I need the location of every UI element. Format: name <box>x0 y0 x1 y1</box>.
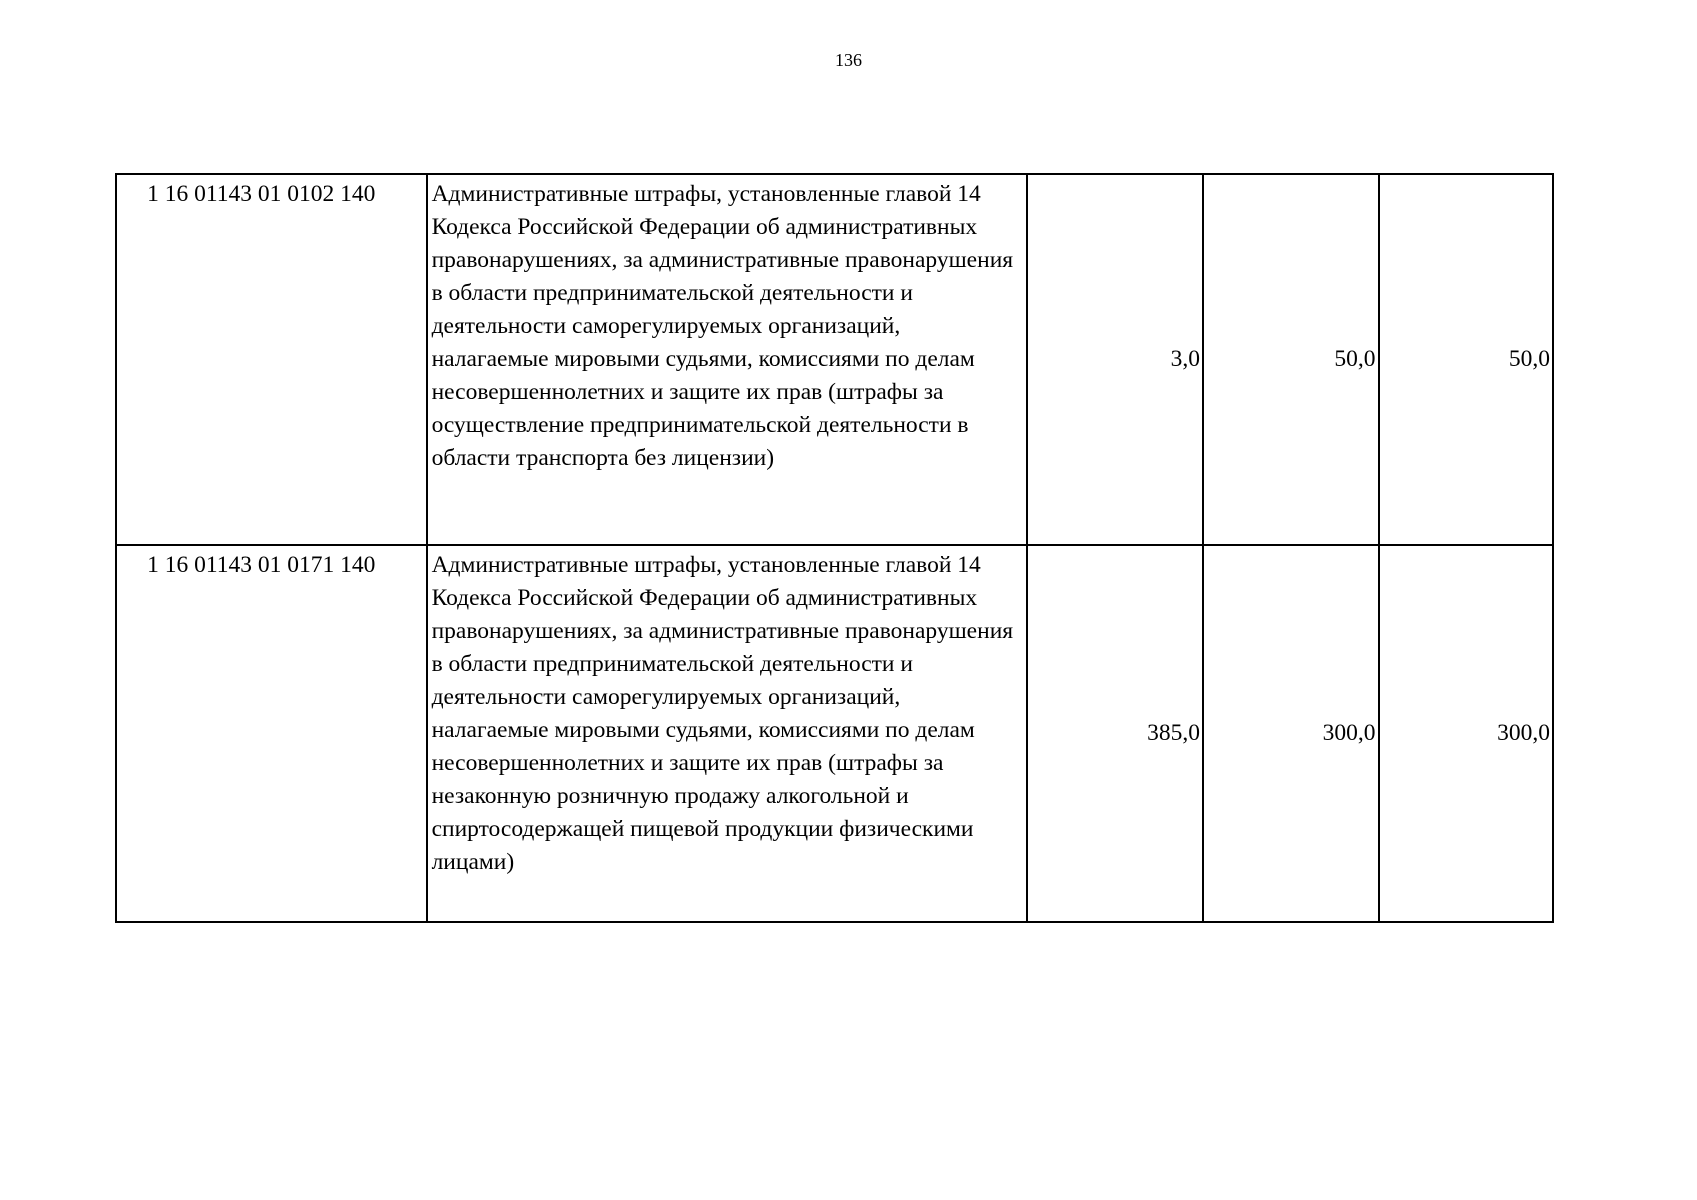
value-cell-1: 385,0 <box>1027 545 1203 922</box>
value-cell-3: 50,0 <box>1379 174 1554 545</box>
value-cell-1: 3,0 <box>1027 174 1203 545</box>
value-cell-2: 50,0 <box>1203 174 1378 545</box>
table-row <box>116 174 1553 545</box>
budget-code-cell: 1 16 01143 01 0102 140 <box>116 174 427 545</box>
value-cell-3: 300,0 <box>1379 545 1554 922</box>
budget-table <box>115 173 1554 923</box>
value-cell-2: 300,0 <box>1203 545 1378 922</box>
budget-code-cell: 1 16 01143 01 0171 140 <box>116 545 427 922</box>
table-row <box>116 545 1553 922</box>
page-number: 136 <box>835 50 862 70</box>
description-cell: Административные штрафы, установленные главой 14 Кодекса Российской Федерации об административных правонарушениях, за административные правонарушения в области предпринимательской деятельности и деятельности саморегулируемых организаций, налагаемые мировыми судьями, комиссиями по делам несовершеннолетних и защите их прав (штрафы за осуществление предпринимательской деятельности в области транспорта без лицензии) <box>427 174 1027 545</box>
description-cell: Административные штрафы, установленные главой 14 Кодекса Российской Федерации об административных правонарушениях, за административные правонарушения в области предпринимательской деятельности и деятельности саморегулируемых организаций, налагаемые мировыми судьями, комиссиями по делам несовершеннолетних и защите их прав (штрафы за незаконную розничную продажу алкогольной и спиртосодержащей пищевой продукции физическими лицами) <box>427 545 1027 922</box>
